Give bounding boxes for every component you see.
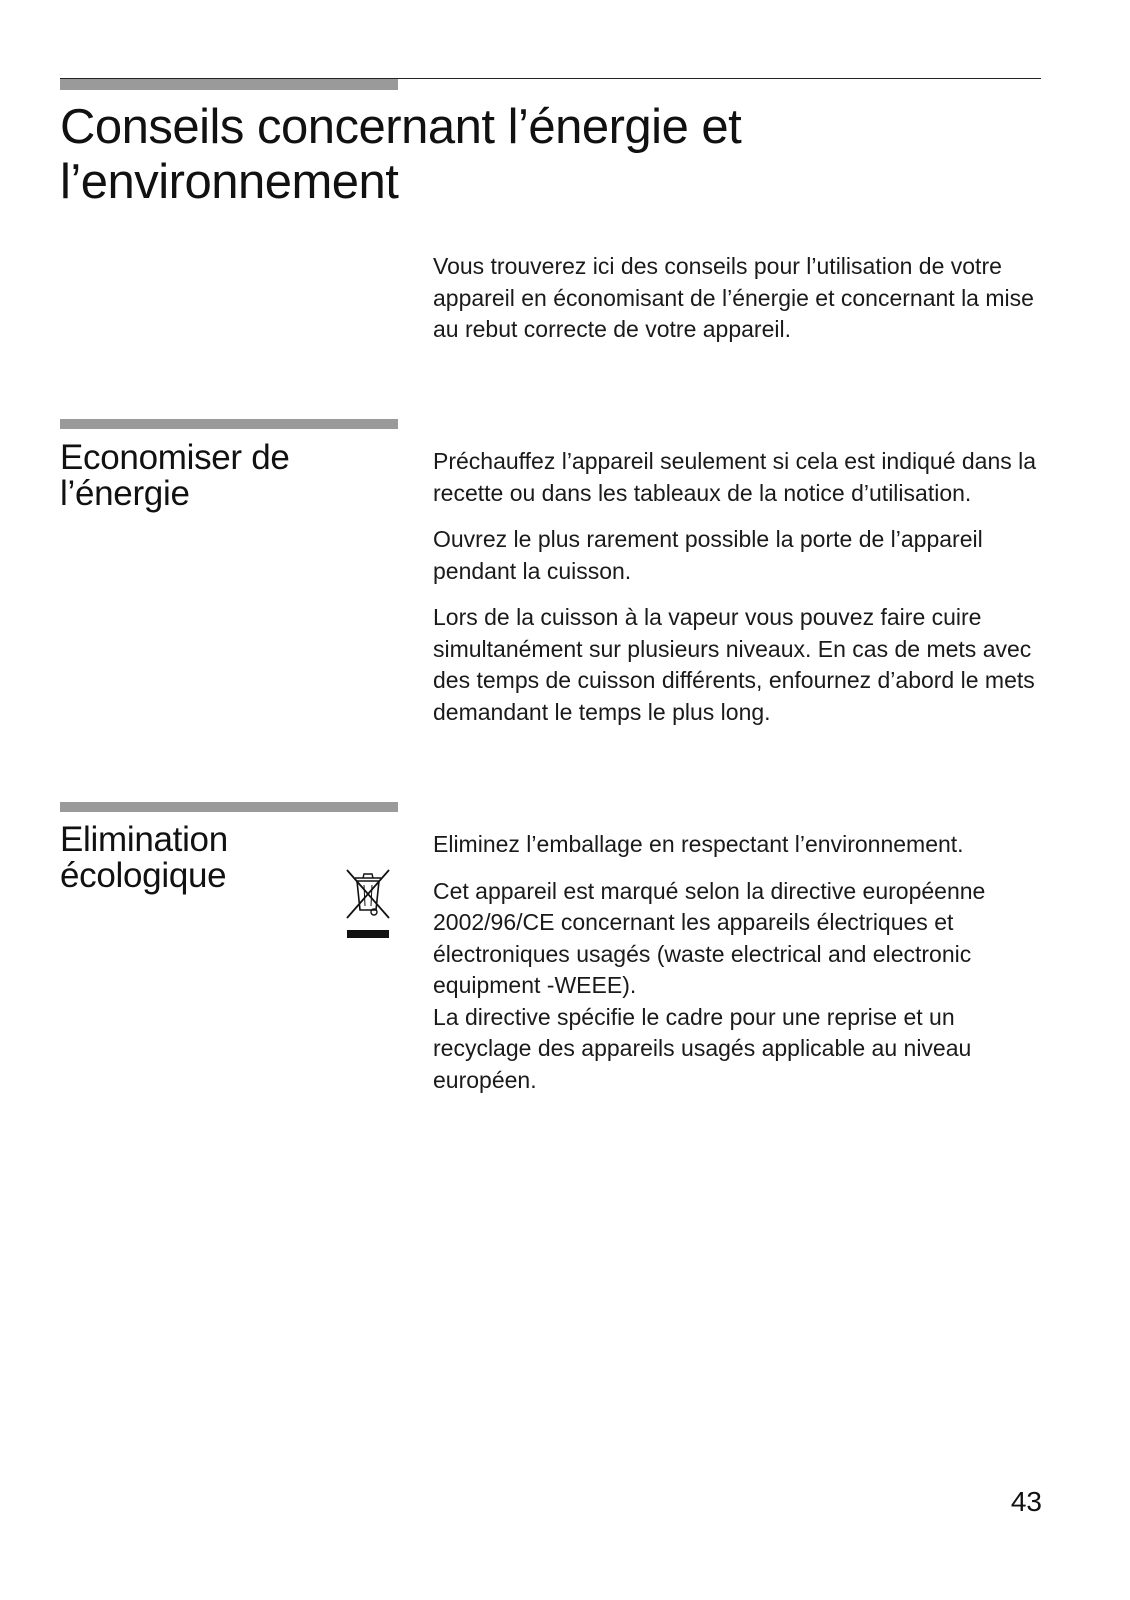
disposal-section-body xyxy=(433,829,1048,1111)
top-divider-bar xyxy=(60,79,398,90)
page-number: 43 xyxy=(1010,1486,1042,1517)
energy-section-body xyxy=(433,446,1048,743)
disposal-heading-line-2: écologique xyxy=(60,856,227,895)
page-title-line-2: l’environnement xyxy=(60,155,399,209)
disposal-section-divider xyxy=(60,802,398,812)
intro-block xyxy=(433,251,1048,361)
energy-paragraph-preheat: Préchauffez l’appareil seulement si cela est indiqué dans la recette ou dans les tableaux de la notice d’utilisation. xyxy=(433,448,1037,506)
disposal-paragraph-weee: Cet appareil est marqué selon la directive européenne 2002/96/CE concernant les appareils électriques et électroniques usagés (waste electrical and electronic equipment -WEEE). xyxy=(433,877,986,998)
disposal-section-heading xyxy=(60,822,390,894)
page-title-line-1: Conseils concernant l’énergie et xyxy=(60,100,742,154)
crossed-out-wheelie-bin-icon xyxy=(344,868,392,942)
disposal-paragraph-directive: La directive spécifie le cadre pour une reprise et un recyclage des appareils usagés applicable au niveau européen. xyxy=(433,1003,972,1093)
energy-section-divider xyxy=(60,419,398,429)
energy-paragraph-door: Ouvrez le plus rarement possible la porte de l’appareil pendant la cuisson. xyxy=(433,526,983,584)
intro-paragraph: Vous trouverez ici des conseils pour l’utilisation de votre appareil en économisant de l’énergie et concernant la mise au rebut correcte de votre appareil. xyxy=(433,253,1034,342)
disposal-heading-line-1: Elimination xyxy=(60,820,228,859)
energy-section-heading xyxy=(60,440,390,512)
energy-heading-line-1: Economiser de xyxy=(60,438,290,477)
energy-heading-line-2: l’énergie xyxy=(60,474,190,513)
energy-paragraph-steam: Lors de la cuisson à la vapeur vous pouvez faire cuire simultanément sur plusieurs niveaux. En cas de mets avec des temps de cuisson différents, enfournez d’abord le mets demandant le temps le plus long. xyxy=(433,604,1035,725)
page-title xyxy=(60,100,1060,210)
disposal-paragraph-packaging: Eliminez l’emballage en respectant l’environnement. xyxy=(433,831,964,857)
